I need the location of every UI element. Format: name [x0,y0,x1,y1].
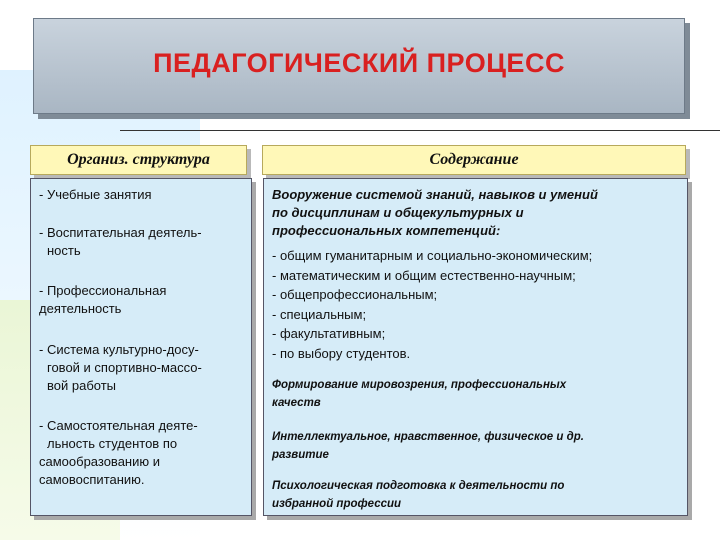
left-panel [30,178,252,516]
left-item-line: - Система культурно-досу- [39,342,199,357]
content-block-line: Интеллектуальное, нравственное, физическое и др. [272,431,584,443]
left-item-line: самообразованию и [39,454,160,469]
left-item-line: деятельность [39,301,122,316]
list-item: - специальным; [272,306,367,322]
right-panel [263,178,688,516]
left-item-line: ность [47,243,81,258]
content-block-line: избранной профессии [272,498,402,510]
page-title: ПЕДАГОГИЧЕСКИЙ ПРОЦЕСС [153,47,565,78]
content-main-title-line: по дисциплинам и общекультурных и [272,205,524,220]
content-block-line: Психологическая подготовка к деятельности по [272,480,565,492]
content-block [272,477,677,513]
left-item [39,186,249,204]
list-item: - общепрофессиональным; [272,287,438,302]
left-item-line: говой и спортивно-массо- [47,360,202,375]
left-item-line: льность студентов по [47,436,178,451]
list-item: - общим гуманитарным и социально-экономическим; [272,248,593,263]
left-item-line: самовоспитанию. [39,472,145,487]
content-block-line: качеств [272,397,321,409]
left-item-line: - Учебные занятия [39,187,152,202]
left-item-line: вой работы [47,378,117,393]
left-item [39,341,249,395]
content-main-title-line: Вооружение системой знаний, навыков и умений [272,187,598,202]
left-item [39,282,249,318]
left-header: Организ. структура [30,145,247,175]
list-item: - факультативным; [272,326,386,341]
divider-line [120,130,720,131]
discipline-list [272,246,677,363]
content-block [272,376,677,412]
list-item: - математическим и общим естественно-научным; [272,267,576,283]
left-item [39,417,249,489]
list-item: - по выбору студентов. [272,345,411,361]
content-block-line: Формирование мировозрения, профессиональных [272,379,567,391]
left-item-line: - Воспитательная деятель- [39,225,202,240]
right-header: Содержание [262,145,686,175]
content-block [272,428,677,464]
content-main-title [272,186,677,240]
content-block-line: развитие [272,449,329,461]
content-main-title-line: профессиональных компетенций: [272,223,501,238]
left-item [39,224,249,260]
left-item-line: - Самостоятельная деяте- [39,418,198,433]
title-box [33,18,685,114]
left-item-line: - Профессиональная [39,283,167,298]
